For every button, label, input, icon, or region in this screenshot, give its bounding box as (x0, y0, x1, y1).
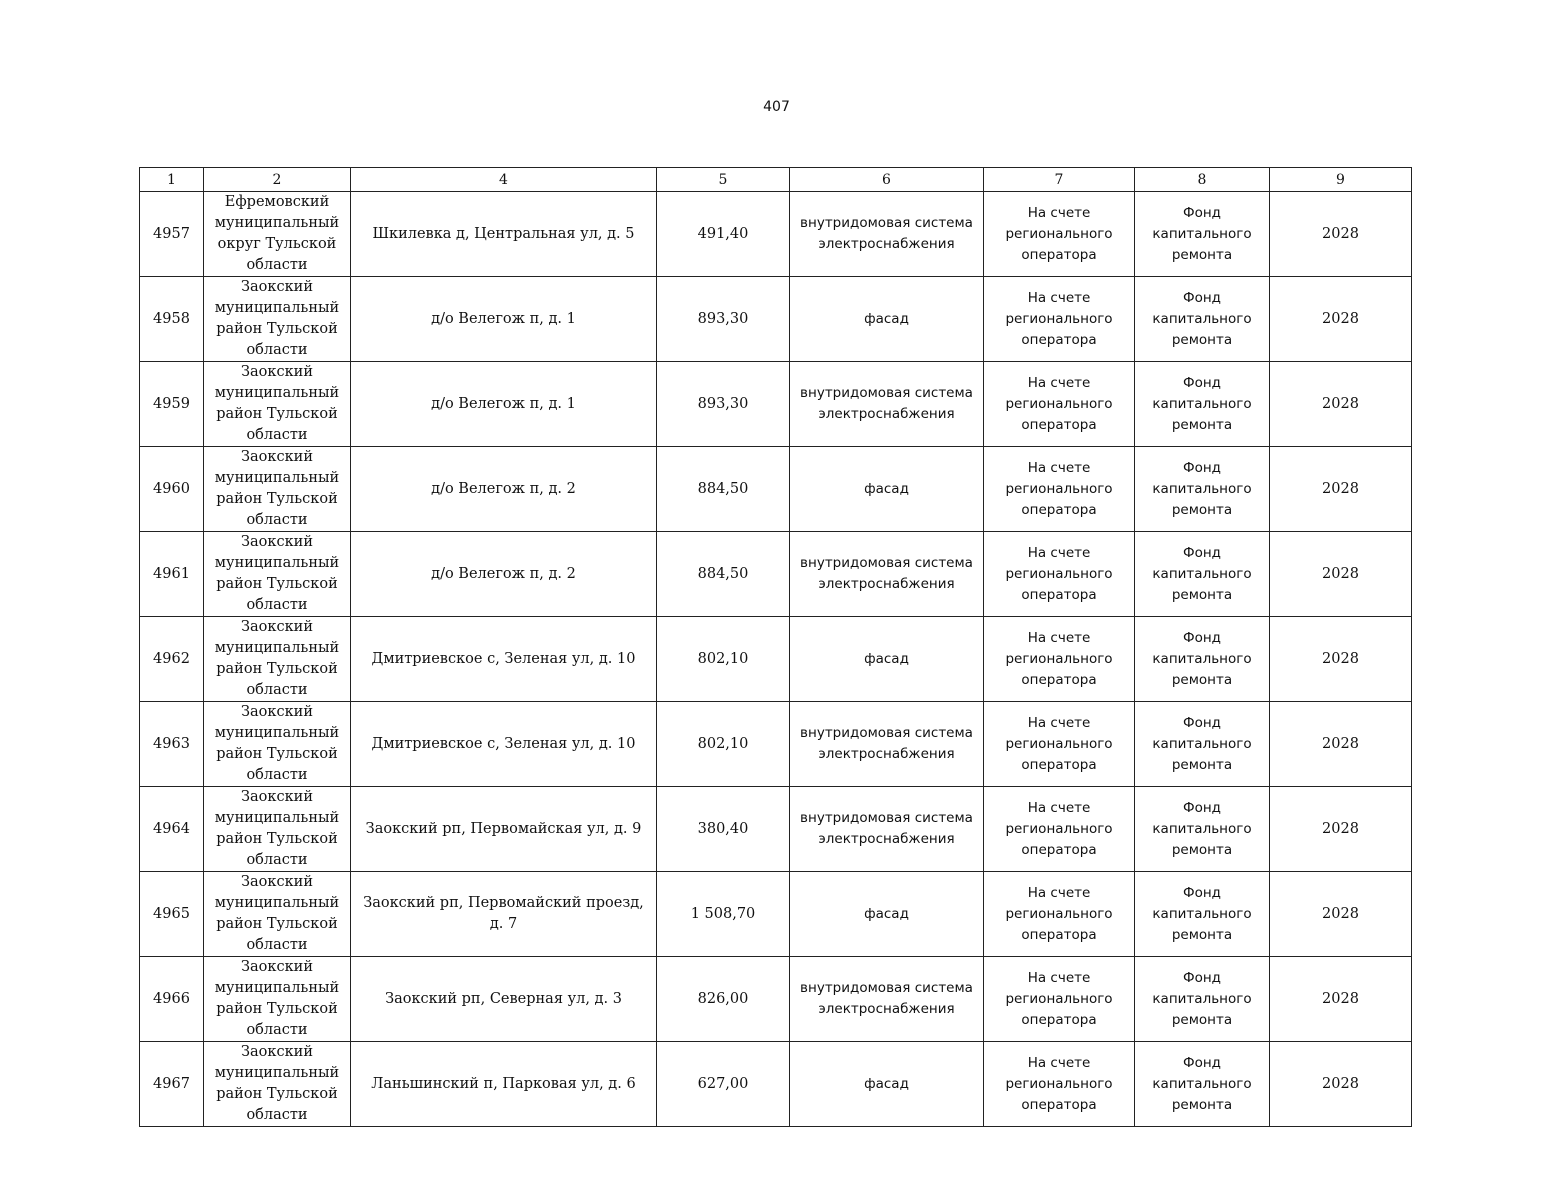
area-cell: 802,10 (657, 617, 790, 702)
header-cell-col-1: 1 (140, 168, 204, 192)
fund-account-cell: На счете регионального оператора (984, 277, 1135, 362)
municipality-cell: Заокский муниципальный район Тульской области (204, 787, 351, 872)
area-cell: 826,00 (657, 957, 790, 1042)
funding-source-cell: Фонд капитального ремонта (1135, 957, 1270, 1042)
header-cell-col-9: 9 (1270, 168, 1412, 192)
funding-source-cell: Фонд капитального ремонта (1135, 1042, 1270, 1127)
work-type-cell: внутридомовая система электроснабжения (790, 532, 984, 617)
address-cell: Заокский рп, Северная ул, д. 3 (351, 957, 657, 1042)
row-number-cell: 4958 (140, 277, 204, 362)
funding-source-cell: Фонд капитального ремонта (1135, 617, 1270, 702)
funding-source-cell: Фонд капитального ремонта (1135, 872, 1270, 957)
address-cell: Шкилевка д, Центральная ул, д. 5 (351, 192, 657, 277)
table-row (140, 1042, 1412, 1127)
municipality-cell: Заокский муниципальный район Тульской области (204, 362, 351, 447)
fund-account-cell: На счете регионального оператора (984, 447, 1135, 532)
row-number-cell: 4963 (140, 702, 204, 787)
year-cell: 2028 (1270, 447, 1412, 532)
funding-source-cell: Фонд капитального ремонта (1135, 192, 1270, 277)
address-cell: д/о Велегож п, д. 1 (351, 362, 657, 447)
row-number-cell: 4960 (140, 447, 204, 532)
row-number-cell: 4966 (140, 957, 204, 1042)
municipality-cell: Заокский муниципальный район Тульской области (204, 957, 351, 1042)
table-row (140, 872, 1412, 957)
funding-source-cell: Фонд капитального ремонта (1135, 447, 1270, 532)
year-cell: 2028 (1270, 532, 1412, 617)
header-cell-col-8: 8 (1135, 168, 1270, 192)
municipality-cell: Заокский муниципальный район Тульской области (204, 617, 351, 702)
row-number-cell: 4967 (140, 1042, 204, 1127)
year-cell: 2028 (1270, 872, 1412, 957)
work-type-cell: внутридомовая система электроснабжения (790, 702, 984, 787)
area-cell: 1 508,70 (657, 872, 790, 957)
area-cell: 884,50 (657, 447, 790, 532)
area-cell: 627,00 (657, 1042, 790, 1127)
year-cell: 2028 (1270, 362, 1412, 447)
work-type-cell: фасад (790, 277, 984, 362)
work-type-cell: внутридомовая система электроснабжения (790, 362, 984, 447)
address-cell: Ланьшинский п, Парковая ул, д. 6 (351, 1042, 657, 1127)
area-cell: 802,10 (657, 702, 790, 787)
table-header (140, 168, 1412, 192)
registry-table (139, 167, 1412, 1127)
table-row (140, 192, 1412, 277)
row-number-cell: 4964 (140, 787, 204, 872)
work-type-cell: внутридомовая система электроснабжения (790, 957, 984, 1042)
municipality-cell: Заокский муниципальный район Тульской области (204, 532, 351, 617)
table-row (140, 532, 1412, 617)
municipality-cell: Заокский муниципальный район Тульской области (204, 702, 351, 787)
fund-account-cell: На счете регионального оператора (984, 362, 1135, 447)
address-cell: Дмитриевское с, Зеленая ул, д. 10 (351, 702, 657, 787)
fund-account-cell: На счете регионального оператора (984, 532, 1135, 617)
row-number-cell: 4961 (140, 532, 204, 617)
table-row (140, 277, 1412, 362)
funding-source-cell: Фонд капитального ремонта (1135, 532, 1270, 617)
municipality-cell: Заокский муниципальный район Тульской области (204, 872, 351, 957)
funding-source-cell: Фонд капитального ремонта (1135, 787, 1270, 872)
header-cell-col-2: 2 (204, 168, 351, 192)
area-cell: 884,50 (657, 532, 790, 617)
fund-account-cell: На счете регионального оператора (984, 192, 1135, 277)
municipality-cell: Заокский муниципальный район Тульской области (204, 1042, 351, 1127)
fund-account-cell: На счете регионального оператора (984, 702, 1135, 787)
municipality-cell: Ефремовский муниципальный округ Тульской области (204, 192, 351, 277)
header-cell-col-6: 6 (790, 168, 984, 192)
row-number-cell: 4962 (140, 617, 204, 702)
fund-account-cell: На счете регионального оператора (984, 872, 1135, 957)
address-cell: Заокский рп, Первомайский проезд, д. 7 (351, 872, 657, 957)
municipality-cell: Заокский муниципальный район Тульской области (204, 447, 351, 532)
row-number-cell: 4959 (140, 362, 204, 447)
year-cell: 2028 (1270, 787, 1412, 872)
area-cell: 491,40 (657, 192, 790, 277)
header-row (140, 168, 1412, 192)
table-row (140, 447, 1412, 532)
fund-account-cell: На счете регионального оператора (984, 787, 1135, 872)
work-type-cell: фасад (790, 1042, 984, 1127)
table-row (140, 362, 1412, 447)
row-number-cell: 4965 (140, 872, 204, 957)
work-type-cell: фасад (790, 447, 984, 532)
table-row (140, 702, 1412, 787)
fund-account-cell: На счете регионального оператора (984, 957, 1135, 1042)
area-cell: 380,40 (657, 787, 790, 872)
table-row (140, 957, 1412, 1042)
funding-source-cell: Фонд капитального ремонта (1135, 362, 1270, 447)
area-cell: 893,30 (657, 362, 790, 447)
table-row (140, 787, 1412, 872)
header-cell-col-5: 5 (657, 168, 790, 192)
address-cell: Дмитриевское с, Зеленая ул, д. 10 (351, 617, 657, 702)
address-cell: д/о Велегож п, д. 2 (351, 532, 657, 617)
address-cell: д/о Велегож п, д. 2 (351, 447, 657, 532)
header-cell-col-7: 7 (984, 168, 1135, 192)
year-cell: 2028 (1270, 277, 1412, 362)
table-row (140, 617, 1412, 702)
work-type-cell: фасад (790, 872, 984, 957)
row-number-cell: 4957 (140, 192, 204, 277)
address-cell: д/о Велегож п, д. 1 (351, 277, 657, 362)
fund-account-cell: На счете регионального оператора (984, 617, 1135, 702)
work-type-cell: фасад (790, 617, 984, 702)
area-cell: 893,30 (657, 277, 790, 362)
address-cell: Заокский рп, Первомайская ул, д. 9 (351, 787, 657, 872)
work-type-cell: внутридомовая система электроснабжения (790, 192, 984, 277)
year-cell: 2028 (1270, 617, 1412, 702)
header-cell-col-4: 4 (351, 168, 657, 192)
funding-source-cell: Фонд капитального ремонта (1135, 277, 1270, 362)
fund-account-cell: На счете регионального оператора (984, 1042, 1135, 1127)
year-cell: 2028 (1270, 957, 1412, 1042)
year-cell: 2028 (1270, 1042, 1412, 1127)
funding-source-cell: Фонд капитального ремонта (1135, 702, 1270, 787)
municipality-cell: Заокский муниципальный район Тульской области (204, 277, 351, 362)
year-cell: 2028 (1270, 702, 1412, 787)
table-body (140, 192, 1412, 1127)
year-cell: 2028 (1270, 192, 1412, 277)
work-type-cell: внутридомовая система электроснабжения (790, 787, 984, 872)
page-number: 407 (763, 99, 790, 115)
